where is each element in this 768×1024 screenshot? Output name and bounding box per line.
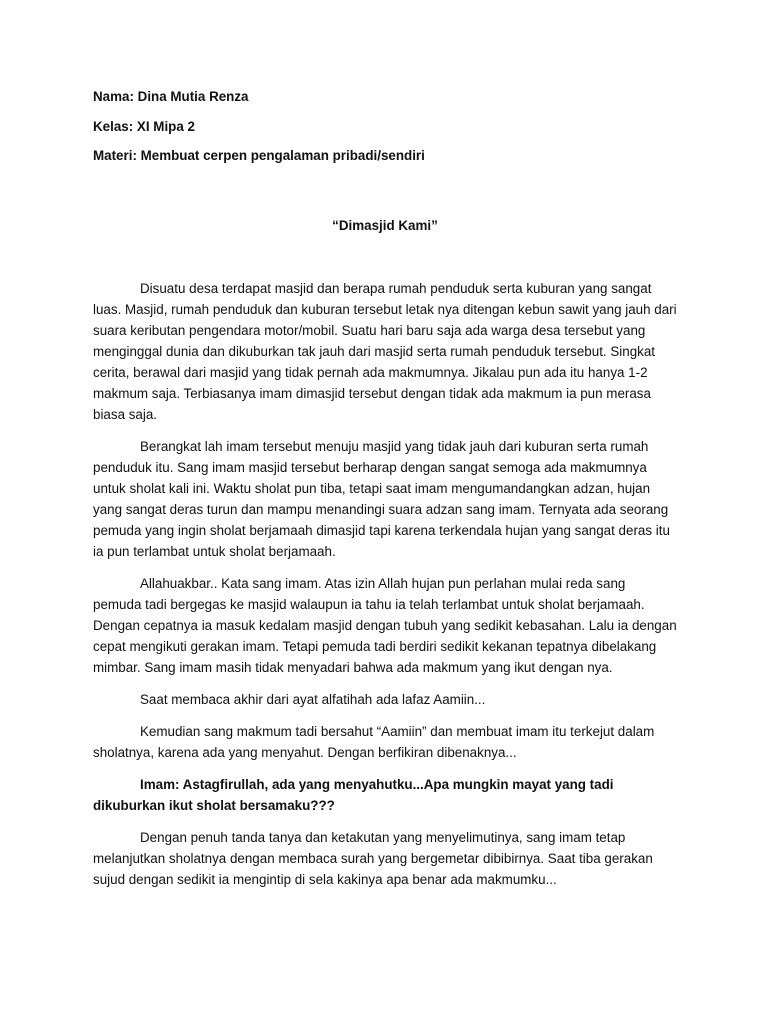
story-paragraph-4: Saat membaca akhir dari ayat alfatihah ada lafaz Aamiin... (140, 692, 486, 707)
story-paragraph-1: Disuatu desa terdapat masjid dan berapa rumah penduduk serta kuburan yang sangat luas. Masjid, rumah penduduk dan kuburan tersebut letak nya ditengan kebun sawit yang jauh dari suara keributan pengendara motor/mobil. Suatu hari baru saja ada warga desa tersebut yang menginggal dunia dan dikuburkan tak jauh dari masjid serta rumah penduduk tersebut. Singkat cerita, berawal dari masjid yang tidak pernah ada makmumnya. Jikalau pun ada itu hanya 1-2 makmum saja. Terbiasanya imam dimasjid tersebut dengan tidak ada makmum ia pun merasa biasa saja. (93, 281, 677, 422)
assignment-material: Materi: Membuat cerpen pengalaman pribadi/sendiri (93, 148, 425, 163)
story-paragraph-5: Kemudian sang makmum tadi bersahut “Aamiin” dan membuat imam itu terkejut dalam sholatnya, karena ada yang menyahut. Dengan berfikiran dibenaknya... (93, 724, 655, 760)
story-title: “Dimasjid Kami” (332, 218, 438, 233)
student-name: Nama: Dina Mutia Renza (93, 89, 249, 104)
student-class: Kelas: XI Mipa 2 (93, 118, 195, 134)
story-body (93, 278, 677, 890)
story-paragraph-3: Allahuakbar.. Kata sang imam. Atas izin Allah hujan pun perlahan mulai reda sang pemuda tadi bergegas ke masjid walaupun ia tahu ia telah terlambat untuk sholat berjamaah. Dengan cepatnya ia masuk kedalam masjid dengan tubuh yang sedikit kebasahan. Lalu ia dengan cepat mengikuti gerakan imam. Tetapi pemuda tadi berdiri sedikit kekanan tepatnya dibelakang mimbar. Sang imam masih tidak menyadari bahwa ada makmum yang ikut dengan nya. (93, 576, 677, 675)
story-paragraph-7: Dengan penuh tanda tanya dan ketakutan yang menyelimutinya, sang imam tetap melanjutkan sholatnya dengan membaca surah yang bergemetar dibibirnya. Saat tiba gerakan sujud dengan sedikit ia mengintip di sela kakinya apa benar ada makmumku... (93, 830, 653, 887)
document-content (93, 86, 677, 901)
story-paragraph-6-imam-thought: Imam: Astagfirullah, ada yang menyahutku...Apa mungkin mayat yang tadi dikuburkan ikut sholat bersamaku??? (93, 777, 614, 813)
story-paragraph-2: Berangkat lah imam tersebut menuju masjid yang tidak jauh dari kuburan serta rumah penduduk itu. Sang imam masjid tersebut berharap dengan sangat semoga ada makmumnya untuk sholat kali ini. Waktu sholat pun tiba, tetapi saat imam mengumandangkan adzan, hujan yang sangat deras turun dan mampu menandingi suara adzan sang imam. Ternyata ada seorang pemuda yang ingin sholat berjamaah dimasjid tapi karena terkendala hujan yang sangat deras itu ia pun terlambat untuk sholat berjamaah. (93, 439, 670, 559)
